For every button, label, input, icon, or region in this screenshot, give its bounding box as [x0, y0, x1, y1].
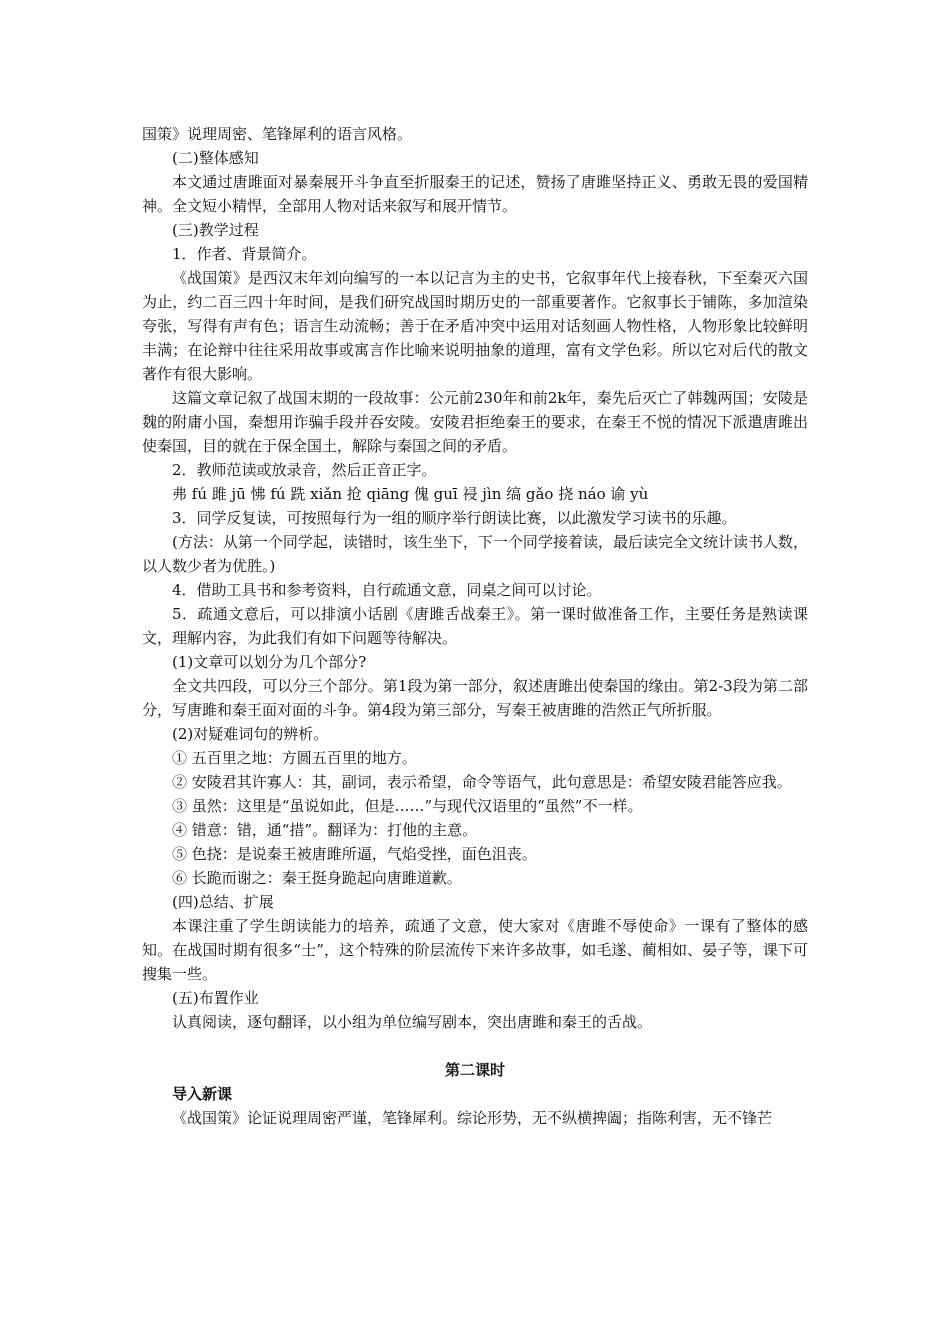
paragraph: ④ 错意：错，通“措”。翻译为：打他的主意。 — [172, 821, 478, 839]
paragraph: (四)总结、扩展 — [172, 893, 274, 911]
final-paragraph: 《战国策》论证说理周密严谨，笔锋犀利。综论形势，无不纵横捭阖；指陈利害，无不锋芒 — [172, 1109, 773, 1127]
paragraph: ③ 虽然：这里是“虽说如此，但是……”与现代汉语里的“虽然”不一样。 — [172, 797, 643, 815]
paragraph: (二)整体感知 — [172, 149, 259, 167]
paragraph: (五)布置作业 — [172, 989, 259, 1007]
paragraph: 认真阅读，逐句翻译，以小组为单位编写剧本，突出唐雎和秦王的舌战。 — [172, 1013, 653, 1031]
paragraph: (1)文章可以划分为几个部分? — [172, 653, 367, 671]
paragraph: ① 五百里之地：方圆五百里的地方。 — [172, 749, 417, 767]
paragraph: 4．借助工具书和参考资料，自行疏通文意，同桌之间可以讨论。 — [172, 581, 602, 599]
paragraph: ② 安陵君其许寡人：其，副词，表示希望，命令等语气，此句意思是：希望安陵君能答应我。 — [172, 773, 792, 791]
subheading: 导入新课 — [172, 1085, 233, 1103]
paragraph: 弗 fú 雎 jū 怫 fú 跣 xiǎn 抢 qiāng 傀 guī 祲 jìn 缟 gǎo 挠 náo 谕 yù — [172, 485, 649, 503]
document-page — [142, 122, 808, 1130]
paragraph: 本文通过唐雎面对暴秦展开斗争直至折服秦王的记述，赞扬了唐雎坚持正义、勇敢无畏的爱国精神。全文短小精悍，全部用人物对话来叙写和展开情节。 — [142, 173, 808, 215]
paragraph: 国策》说理周密、笔锋犀利的语言风格。 — [142, 125, 413, 143]
paragraph: (2)对疑难词句的辨析。 — [172, 725, 329, 743]
paragraph: 《战国策》是西汉末年刘向编写的一本以记言为主的史书，它叙事年代上接春秋，下至秦灭六国为止，约二百三四十年时间，是我们研究战国时期历史的一部重要著作。它叙事长于铺陈，多加渲染夸张，写得有声有色；语言生动流畅；善于在矛盾冲突中运用对话刻画人物性格，人物形象比较鲜明丰满；在论辩中往往采用故事或寓言作比喻来说明抽象的道理，富有文学色彩。所以它对后代的散文著作有很大影响。 — [142, 269, 808, 383]
paragraph: 全文共四段，可以分三个部分。第1段为第一部分，叙述唐雎出使秦国的缘由。第2-3段为第二部分，写唐雎和秦王面对面的斗争。第4段为第三部分，写秦王被唐雎的浩然正气所折服。 — [142, 677, 808, 719]
paragraph: 2．教师范读或放录音，然后正音正字。 — [172, 461, 437, 479]
body-paragraphs — [142, 122, 808, 1034]
paragraph: 1．作者、背景简介。 — [172, 245, 317, 263]
paragraph: 本课注重了学生朗读能力的培养，疏通了文意，使大家对《唐雎不辱使命》一课有了整体的感知。在战国时期有很多“士”，这个特殊的阶层流传下来许多故事，如毛遂、蔺相如、晏子等，课下可搜集一些。 — [142, 917, 808, 983]
paragraph: 3．同学反复读，可按照每行为一组的顺序举行朗读比赛，以此激发学习读书的乐趣。 — [172, 509, 737, 527]
paragraph: ⑤ 色挠：是说秦王被唐雎所逼，气焰受挫，面色沮丧。 — [172, 845, 537, 863]
paragraph: (方法：从第一个同学起，读错时，该生坐下，下一个同学接着读，最后读完全文统计读书人数，以人数少者为优胜。) — [142, 533, 808, 575]
paragraph: 这篇文章记叙了战国末期的一段故事：公元前230年和前2k年，秦先后灭亡了韩魏两国；安陵是魏的附庸小国，秦想用诈骗手段并吞安陵。安陵君拒绝秦王的要求，在秦王不悦的情况下派遣唐雎出使秦国，目的就在于保全国土，解除与秦国之间的矛盾。 — [142, 389, 808, 455]
paragraph: 5．疏通文意后，可以排演小话剧《唐雎舌战秦王》。第一课时做准备工作，主要任务是熟读课文，理解内容，为此我们有如下问题等待解决。 — [142, 605, 808, 647]
section-heading: 第二课时 — [444, 1061, 505, 1079]
paragraph: (三)教学过程 — [172, 221, 259, 239]
paragraph: ⑥ 长跪而谢之：秦王挺身跪起向唐雎道歉。 — [172, 869, 462, 887]
